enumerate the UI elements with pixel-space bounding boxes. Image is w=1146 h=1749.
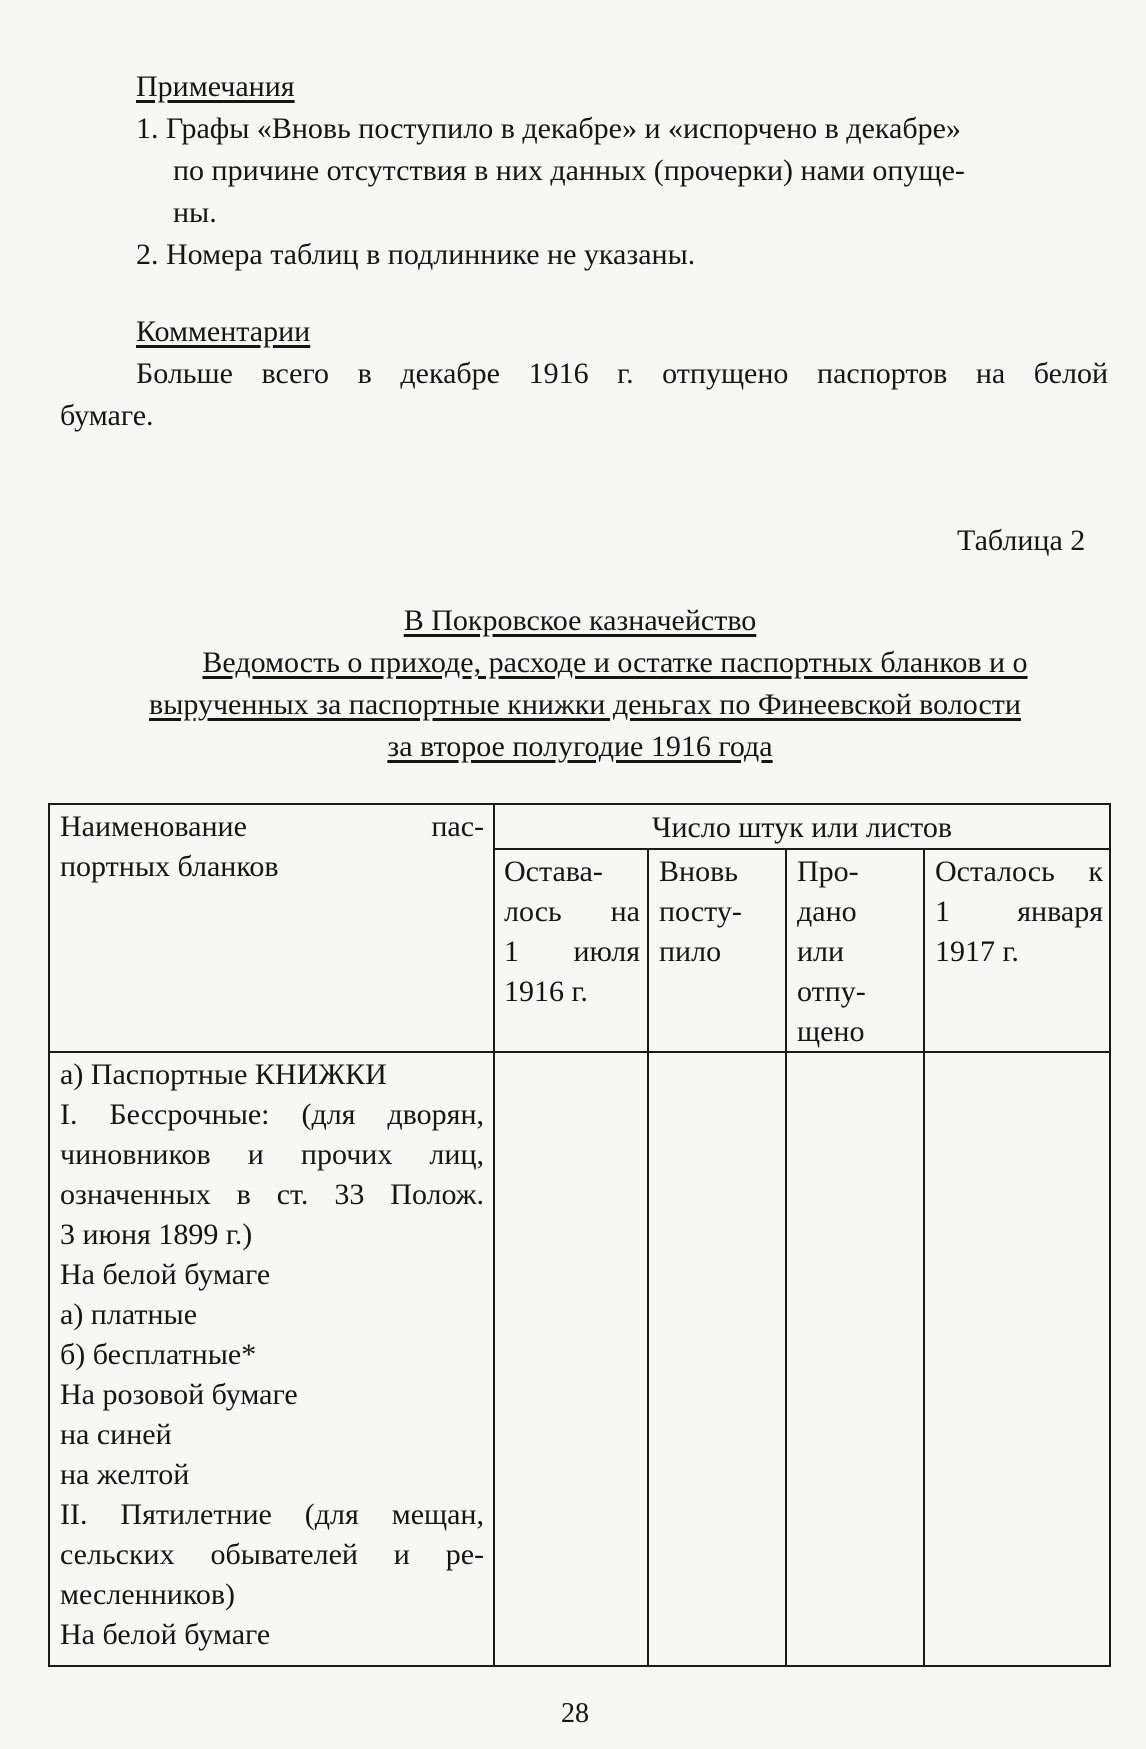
table-border-top (48, 803, 1111, 805)
notes-heading: Примечания (136, 70, 295, 103)
table-row: I. Бессрочные: (для дворян, (60, 1098, 484, 1131)
table-row: месленников) (60, 1578, 236, 1611)
table-row: а) платные (60, 1298, 198, 1331)
col-header-line: дано (797, 895, 857, 928)
note-1-line-1: 1. Графы «Вновь поступило в декабре» и «испорчено в декабре» (136, 112, 961, 145)
table-row: сельских обывателей и ре- (60, 1538, 484, 1571)
table-border-bottom (48, 1665, 1111, 1667)
note-2: 2. Номера таблиц в подлиннике не указаны. (136, 238, 696, 271)
comment-line-2: бумаге. (60, 399, 154, 432)
page-number: 28 (561, 1698, 589, 1729)
table-col-divider-3 (785, 848, 787, 1667)
comment-line-1: Больше всего в декабре 1916 г. отпущено паспортов на белой (136, 357, 1108, 390)
table-border-right (1109, 803, 1111, 1667)
table-row: означенных в ст. 33 Полож. (60, 1178, 484, 1211)
document-title-line-1: Ведомость о приходе, расходе и остатке паспортных бланков и о (202, 646, 1028, 679)
table-row: На розовой бумаге (60, 1378, 298, 1411)
col-header-received (659, 852, 781, 972)
col-header-line: 1 июля (504, 935, 640, 968)
col-header-line: посту- (659, 895, 742, 928)
addressee: В Покровское казначейство (403, 604, 757, 637)
col-header-remaining-july (504, 852, 640, 1012)
document-title-line-3: за второе полугодие 1916 года (387, 730, 773, 763)
document-title-line-2: вырученных за паспортные книжки деньгах по Финеевской волости (149, 688, 1021, 721)
col-header-line: отпу- (797, 975, 866, 1008)
col-header-line: Про- (797, 855, 859, 888)
col-header-name (60, 807, 484, 887)
table-row: чиновников и прочих лиц, (60, 1138, 484, 1171)
table-row: На белой бумаге (60, 1618, 271, 1651)
col-header-name-line: Наименование пас- (60, 810, 484, 843)
col-header-line: пило (659, 935, 722, 968)
col-header-line: 1916 г. (504, 975, 588, 1008)
table-body-names (60, 1055, 484, 1655)
table-header-divider (48, 1051, 1111, 1053)
table-row: а) Паспортные КНИЖКИ (60, 1058, 387, 1091)
table-row: II. Пятилетние (для мещан, (60, 1498, 484, 1531)
comments-heading: Комментарии (136, 315, 311, 348)
col-header-line: или (797, 935, 845, 968)
col-header-line: лось на (504, 895, 640, 928)
col-header-line: Остава- (504, 855, 603, 888)
table-row: на синей (60, 1418, 172, 1451)
col-header-line: щено (797, 1015, 865, 1048)
table-col-divider-1 (493, 803, 495, 1667)
col-header-line: Осталось к (935, 855, 1103, 888)
table-row: На белой бумаге (60, 1258, 271, 1291)
table-row: б) бесплатные* (60, 1338, 257, 1371)
table-label: Таблица 2 (957, 524, 1086, 557)
col-header-name-line: портных бланков (60, 850, 279, 883)
table-border-left (48, 803, 50, 1667)
table-row: 3 июня 1899 г.) (60, 1218, 253, 1251)
note-1-line-2: по причине отсутствия в них данных (прочерки) нами опуще- (173, 154, 965, 187)
col-header-sold (797, 852, 917, 1052)
table-group-divider (493, 848, 1111, 850)
group-header-count: Число штук или листов (651, 811, 953, 844)
table-col-divider-4 (923, 848, 925, 1667)
table-col-divider-2 (647, 848, 649, 1667)
col-header-remaining-january (935, 852, 1103, 972)
table-row: на желтой (60, 1458, 190, 1491)
note-1-line-3: ны. (173, 196, 217, 229)
col-header-line: 1 января (935, 895, 1103, 928)
col-header-line: 1917 г. (935, 935, 1019, 968)
col-header-line: Вновь (659, 855, 738, 888)
